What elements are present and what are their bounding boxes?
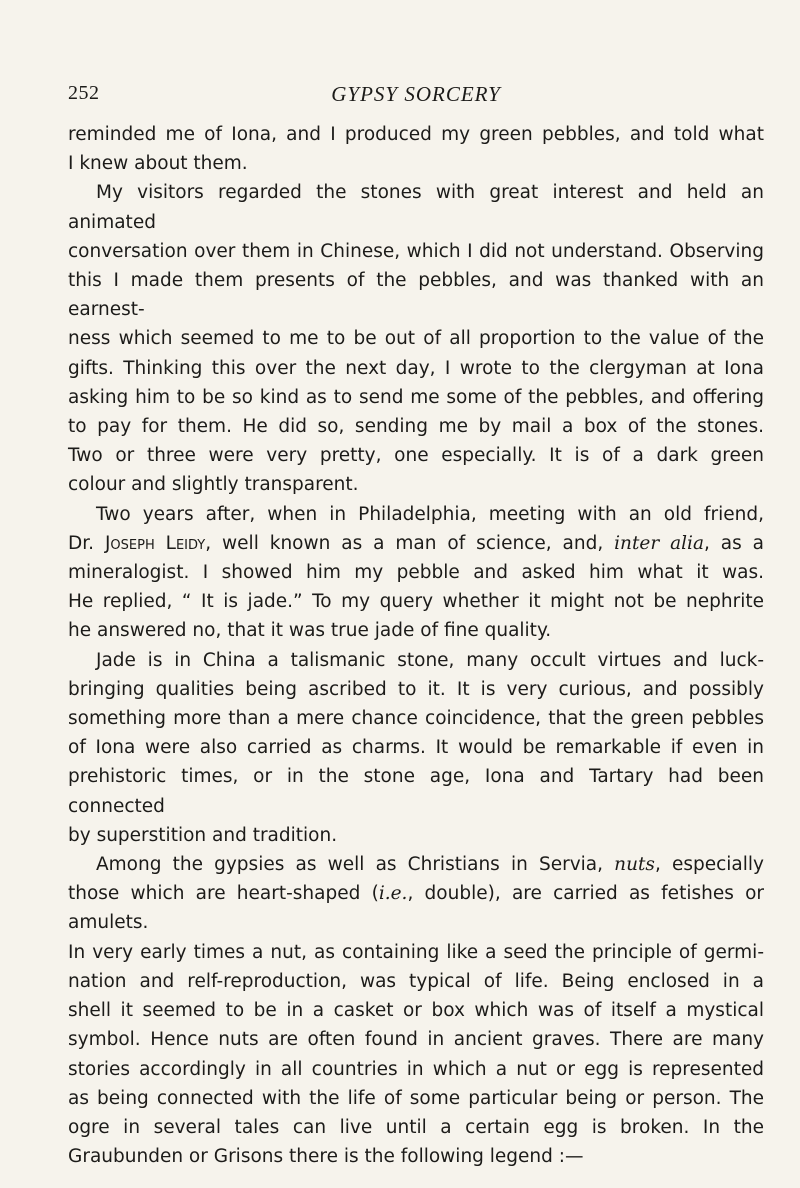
body-text — [68, 120, 764, 1171]
text-fragment: , as a — [703, 532, 764, 554]
text-line: I knew about them. — [68, 153, 248, 175]
text-line: Two years after, when in Philadelphia, meeting with an old friend, — [96, 503, 764, 525]
person-name: Joseph Leidy — [104, 532, 206, 554]
text-fragment: , double), are carried as fetishes or amulets. — [68, 883, 764, 934]
text-line: stories accordingly in all countries in which a nut or egg is represented — [68, 1058, 764, 1080]
text-line: ogre in several tales can live until a certain egg is broken. In the — [68, 1116, 764, 1138]
text-line: bringing qualities being ascribed to it. It is very curious, and possibly — [68, 678, 764, 700]
text-fragment: Dr. — [68, 532, 95, 554]
text-line — [68, 850, 764, 879]
text-line: ness which seemed to me to be out of all proportion to the value of the — [68, 328, 764, 350]
italic-word: nuts — [614, 854, 655, 876]
text-line: colour and slightly transparent. — [68, 474, 359, 496]
text-line: prehistoric times, or in the stone age, Iona and Tartary had been connected — [68, 766, 764, 817]
text-line: Two or three were very pretty, one especially. It is of a dark green — [68, 445, 764, 467]
text-fragment: those which are heart-shaped ( — [68, 883, 379, 905]
text-line: he answered no, that it was true jade of fine quality. — [68, 620, 552, 642]
text-line: symbol. Hence nuts are often found in ancient graves. There are many — [68, 1029, 764, 1051]
italic-phrase: inter alia — [614, 532, 704, 554]
running-title: GYPSY SORCERY — [331, 82, 501, 106]
text-fragment: Among the gypsies as well as Christians in Servia, — [96, 854, 604, 876]
text-line: nation and relf-reproduction, was typical of life. Being enclosed in a — [68, 970, 764, 992]
text-line: gifts. Thinking this over the next day, I wrote to the clergyman at Iona — [68, 357, 764, 379]
text-line: My visitors regarded the stones with great interest and held an animated — [68, 182, 764, 233]
text-line: conversation over them in Chinese, which I did not understand. Observing — [68, 240, 764, 262]
text-fragment: , well known as a man of science, and, — [205, 532, 604, 554]
text-line: to pay for them. He did so, sending me by mail a box of the stones. — [68, 416, 764, 438]
text-line: by superstition and tradition. — [68, 824, 338, 846]
text-line: He replied, “ It is jade.” To my query whether it might not be nephrite — [68, 591, 764, 613]
text-line: this I made them presents of the pebbles, and was thanked with an earnest- — [68, 270, 764, 321]
text-line — [68, 879, 764, 937]
text-line: of Iona were also carried as charms. It would be remarkable if even in — [68, 737, 764, 759]
text-line: shell it seemed to be in a casket or box which was of itself a mystical — [68, 1000, 764, 1022]
text-line: asking him to be so kind as to send me some of the pebbles, and offering — [68, 386, 764, 408]
text-line: mineralogist. I showed him my pebble and asked him what it was. — [68, 562, 764, 584]
running-head — [68, 82, 764, 112]
italic-abbrev: i.e. — [378, 883, 408, 905]
text-line: In very early times a nut, as containing like a seed the principle of germi- — [68, 941, 764, 963]
text-line — [68, 529, 764, 558]
text-line: as being connected with the life of some particular being or person. The — [68, 1087, 764, 1109]
text-line: something more than a mere chance coincidence, that the green pebbles — [68, 708, 764, 730]
page-number: 252 — [68, 82, 100, 104]
text-line: reminded me of Iona, and I produced my green pebbles, and told what — [68, 124, 764, 145]
text-line: Graubunden or Grisons there is the following legend :— — [68, 1146, 584, 1168]
text-fragment: , especially — [654, 854, 764, 876]
text-line: Jade is in China a talismanic stone, many occult virtues and luck- — [96, 649, 764, 671]
